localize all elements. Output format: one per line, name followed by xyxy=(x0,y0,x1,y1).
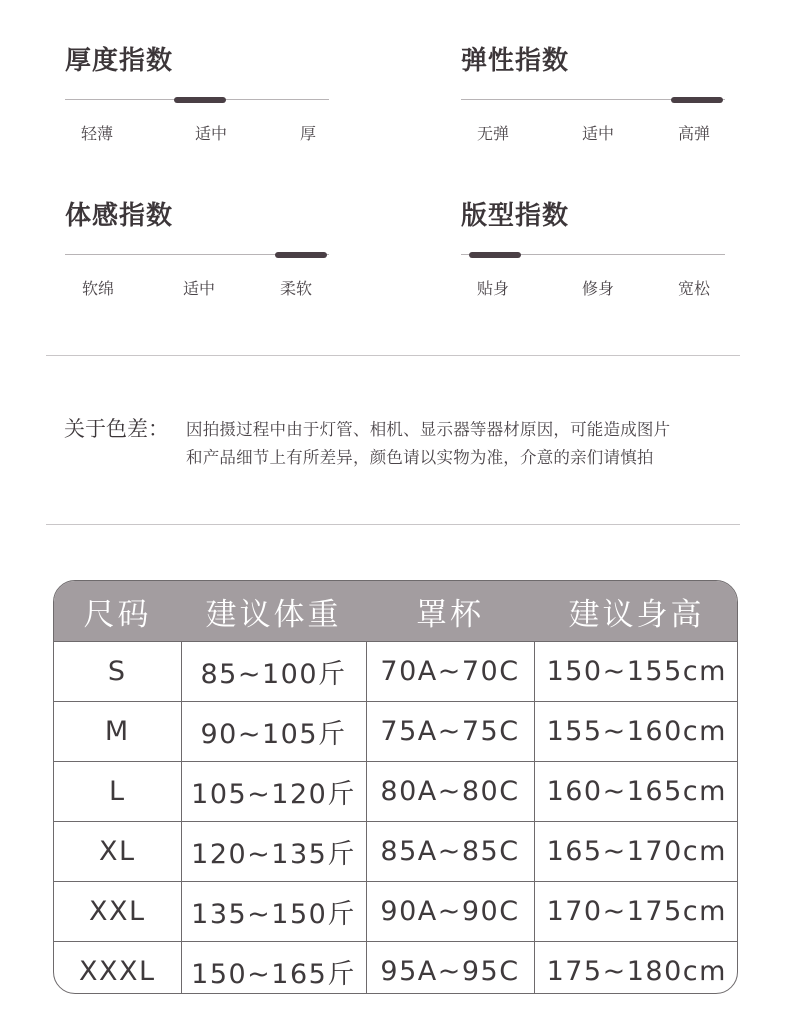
table-row xyxy=(54,882,738,942)
index-label-low: 轻薄 xyxy=(80,124,113,143)
header-size: 尺码 xyxy=(54,581,181,642)
header-cup: 罩杯 xyxy=(366,581,534,642)
cell-cup: 85A~85C xyxy=(366,822,534,882)
table-header-row xyxy=(54,581,738,642)
index-label-low: 软绵 xyxy=(81,279,114,298)
cell-weight: 135~150斤 xyxy=(181,882,366,942)
cell-weight: 120~135斤 xyxy=(181,822,366,882)
size-chart-table xyxy=(53,580,738,994)
index-elasticity xyxy=(461,43,729,153)
cell-cup: 95A~95C xyxy=(366,942,534,995)
index-thickness xyxy=(65,43,333,153)
index-marker xyxy=(469,252,521,258)
cell-size: L xyxy=(54,762,181,822)
index-feel xyxy=(65,198,333,308)
index-title: 弹性指数 xyxy=(461,46,570,76)
cell-cup: 75A~75C xyxy=(366,702,534,762)
cell-size: XXXL xyxy=(54,942,181,995)
cell-height: 165~170cm xyxy=(534,822,738,882)
cell-cup: 90A~90C xyxy=(366,882,534,942)
index-label-high: 宽松 xyxy=(677,279,710,298)
cell-size: XXL xyxy=(54,882,181,942)
divider-top xyxy=(46,355,740,356)
index-label-high: 厚 xyxy=(299,124,316,143)
index-title: 体感指数 xyxy=(65,201,174,231)
index-title: 厚度指数 xyxy=(65,46,174,76)
index-label-high: 高弹 xyxy=(677,124,710,143)
index-label-high: 柔软 xyxy=(279,279,312,298)
table-row xyxy=(54,702,738,762)
cell-height: 170~175cm xyxy=(534,882,738,942)
cell-size: XL xyxy=(54,822,181,882)
index-marker xyxy=(275,252,327,258)
index-label-mid: 修身 xyxy=(581,279,614,298)
index-marker xyxy=(671,97,723,103)
cell-cup: 70A~70C xyxy=(366,642,534,702)
color-note-line-2: 和产品细节上有所差异，颜色请以实物为准，介意的亲们请慎拍 xyxy=(186,448,654,467)
header-weight: 建议体重 xyxy=(181,581,366,642)
cell-size: M xyxy=(54,702,181,762)
divider-bottom xyxy=(46,524,740,525)
color-note-label: 关于色差： xyxy=(64,417,169,441)
cell-size: S xyxy=(54,642,181,702)
index-label-low: 贴身 xyxy=(476,279,509,298)
cell-height: 160~165cm xyxy=(534,762,738,822)
index-label-low: 无弹 xyxy=(476,124,509,143)
index-label-mid: 适中 xyxy=(581,124,614,143)
index-marker xyxy=(174,97,226,103)
table-row xyxy=(54,942,738,995)
color-note-line-1: 因拍摄过程中由于灯管、相机、显示器等器材原因，可能造成图片 xyxy=(186,420,671,439)
index-label-mid: 适中 xyxy=(182,279,215,298)
table-row xyxy=(54,642,738,702)
cell-height: 155~160cm xyxy=(534,702,738,762)
index-fit xyxy=(461,198,729,308)
cell-cup: 80A~80C xyxy=(366,762,534,822)
cell-weight: 150~165斤 xyxy=(181,942,366,995)
header-height: 建议身高 xyxy=(534,581,738,642)
index-title: 版型指数 xyxy=(461,201,570,231)
cell-height: 150~155cm xyxy=(534,642,738,702)
table-row xyxy=(54,822,738,882)
cell-weight: 105~120斤 xyxy=(181,762,366,822)
cell-height: 175~180cm xyxy=(534,942,738,995)
cell-weight: 90~105斤 xyxy=(181,702,366,762)
cell-weight: 85~100斤 xyxy=(181,642,366,702)
table-row xyxy=(54,762,738,822)
index-label-mid: 适中 xyxy=(194,124,227,143)
